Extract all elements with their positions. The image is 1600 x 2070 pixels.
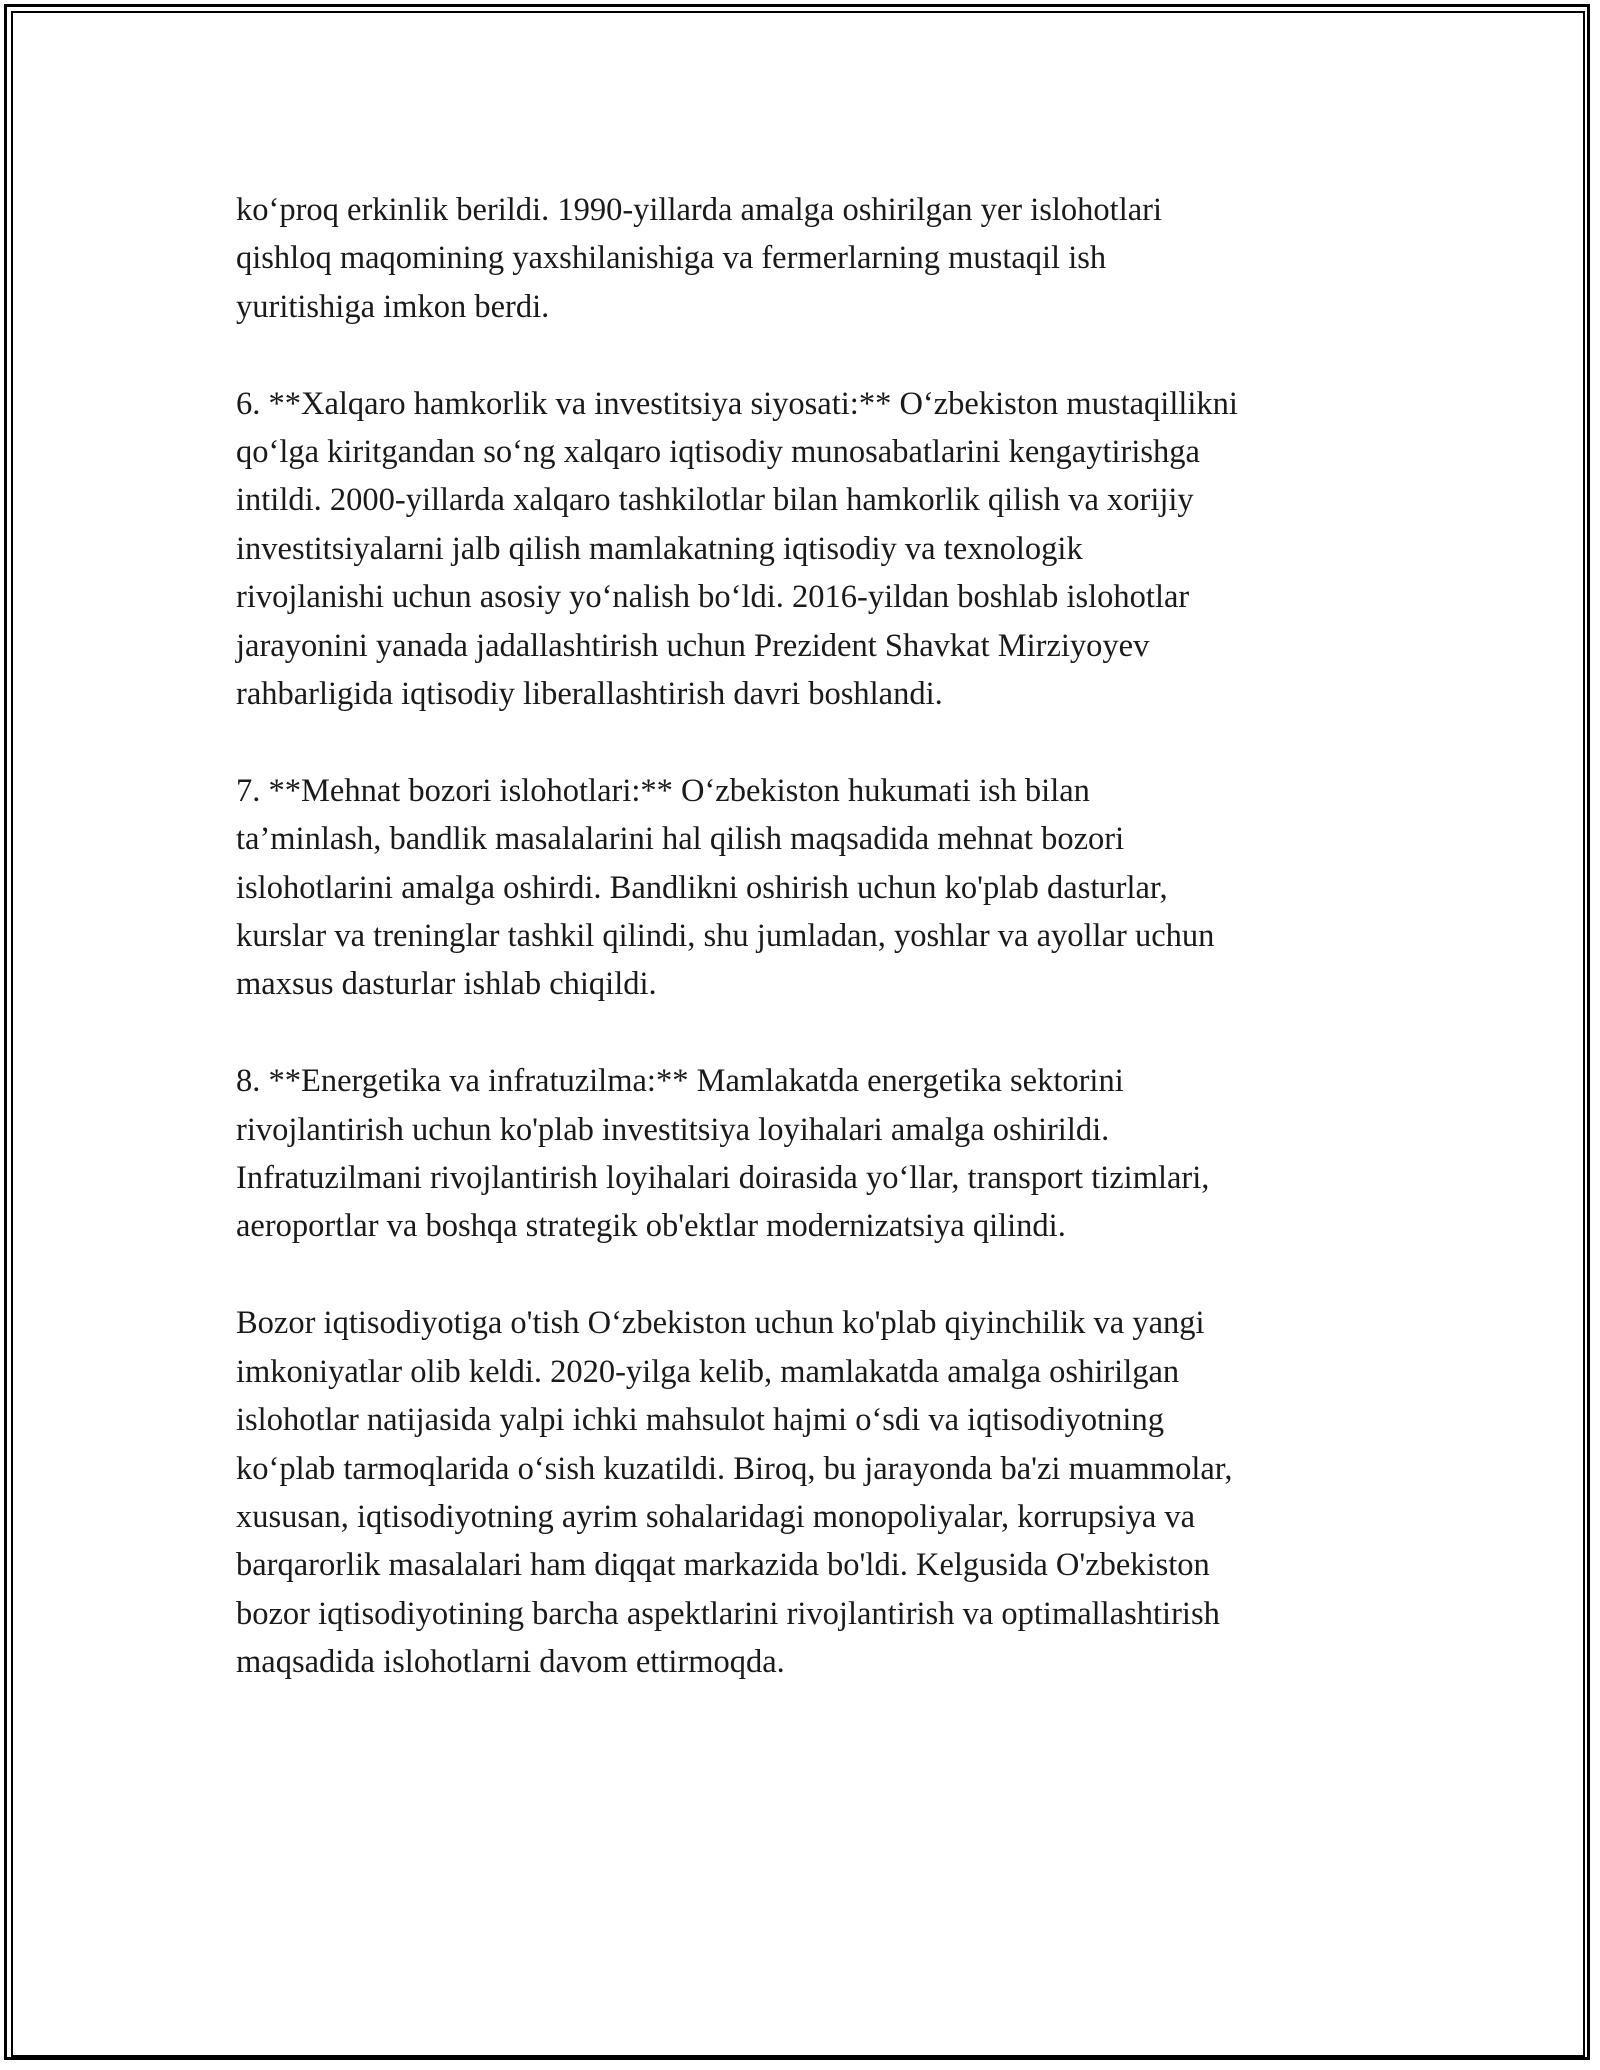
text-line: aeroportlar va boshqa strategik ob'ektlar modernizatsiya qilindi. bbox=[236, 1208, 1066, 1245]
text-line: maqsadida islohotlarni davom ettirmoqda. bbox=[236, 1644, 785, 1681]
paragraph-energy-infrastructure bbox=[236, 1057, 1396, 1251]
text-line: ko‘proq erkinlik berildi. 1990-yillarda amalga oshirilgan yer islohotlari bbox=[236, 192, 1163, 228]
text-line: qishloq maqomining yaxshilanishiga va fermerlarning mustaqil ish bbox=[236, 240, 1107, 277]
text-line: islohotlar natijasida yalpi ichki mahsulot hajmi o‘sdi va iqtisodiyotning bbox=[236, 1402, 1164, 1439]
text-line: yuritishiga imkon berdi. bbox=[236, 288, 550, 325]
document-body bbox=[236, 186, 1396, 1735]
text-line: kurslar va treninglar tashkil qilindi, shu jumladan, yoshlar va ayollar uchun bbox=[236, 918, 1215, 955]
text-line: maxsus dasturlar ishlab chiqildi. bbox=[236, 966, 657, 1003]
text-line: rahbarligida iqtisodiy liberallashtirish davri boshlandi. bbox=[236, 676, 943, 713]
text-line: imkoniyatlar olib keldi. 2020-yilga kelib, mamlakatda amalga oshirilgan bbox=[236, 1353, 1180, 1390]
paragraph-labor-market bbox=[236, 767, 1396, 1009]
paragraph-conclusion bbox=[236, 1299, 1396, 1686]
text-line: investitsiyalarni jalb qilish mamlakatning iqtisodiy va texnologik bbox=[236, 530, 1083, 567]
text-line: 7. **Mehnat bozori islohotlari:** O‘zbekiston hukumati ish bilan bbox=[236, 772, 1090, 809]
text-line: 8. **Energetika va infratuzilma:** Mamlakatda energetika sektorini bbox=[236, 1063, 1124, 1100]
text-line: xususan, iqtisodiyotning ayrim sohalaridagi monopoliyalar, korrupsiya va bbox=[236, 1498, 1196, 1535]
text-line: Infratuzilmani rivojlantirish loyihalari doirasida yo‘llar, transport tizimlari, bbox=[236, 1160, 1210, 1197]
text-line: qo‘lga kiritgandan so‘ng xalqaro iqtisodiy munosabatlarini kengaytirishga bbox=[236, 434, 1200, 471]
text-line: 6. **Xalqaro hamkorlik va investitsiya siyosati:** O‘zbekiston mustaqillikni bbox=[236, 385, 1238, 422]
text-line: ko‘plab tarmoqlarida o‘sish kuzatildi. Biroq, bu jarayonda ba'zi muammolar, bbox=[236, 1450, 1233, 1487]
text-line: ta’minlash, bandlik masalalarini hal qilish maqsadida mehnat bozori bbox=[236, 821, 1125, 858]
text-line: jarayonini yanada jadallashtirish uchun Prezident Shavkat Mirziyoyev bbox=[236, 627, 1150, 664]
paragraph-international-cooperation bbox=[236, 380, 1396, 719]
text-line: barqarorlik masalalari ham diqqat markazida bo'ldi. Kelgusida O'zbekiston bbox=[236, 1547, 1210, 1584]
text-line: bozor iqtisodiyotining barcha aspektlarini rivojlantirish va optimallashtirish bbox=[236, 1595, 1220, 1632]
text-line: rivojlanishi uchun asosiy yo‘nalish bo‘ldi. 2016-yildan boshlab islohotlar bbox=[236, 579, 1190, 616]
text-line: rivojlantirish uchun ko'plab investitsiya loyihalari amalga oshirildi. bbox=[236, 1111, 1110, 1148]
text-line: intildi. 2000-yillarda xalqaro tashkilotlar bilan hamkorlik qilish va xorijiy bbox=[236, 482, 1194, 519]
paragraph-land-reform-continuation bbox=[236, 186, 1396, 331]
text-line: Bozor iqtisodiyotiga o'tish O‘zbekiston uchun ko'plab qiyinchilik va yangi bbox=[236, 1305, 1205, 1342]
text-line: islohotlarini amalga oshirdi. Bandlikni oshirish uchun ko'plab dasturlar, bbox=[236, 869, 1168, 906]
